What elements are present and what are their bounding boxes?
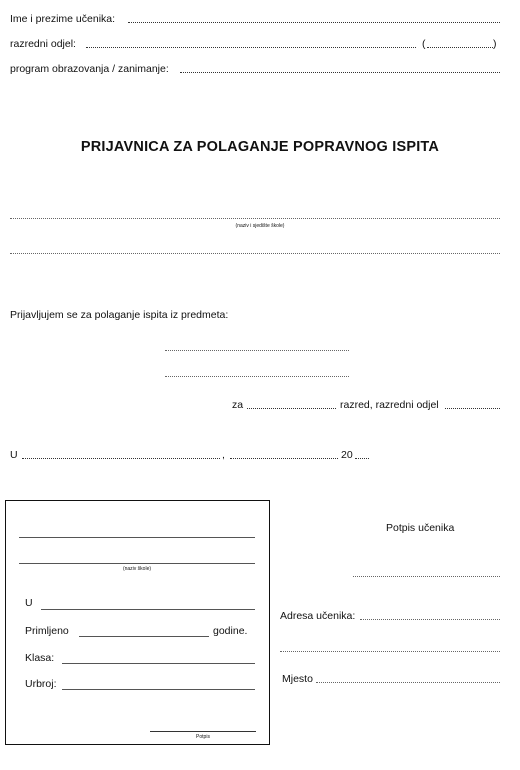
student-place-field[interactable]: [316, 682, 500, 683]
student-address-field-2[interactable]: [280, 651, 500, 652]
receipt-signature-field[interactable]: [150, 731, 256, 732]
grade-field[interactable]: [247, 408, 336, 409]
year-prefix: 20: [341, 449, 353, 461]
form-title: PRIJAVNICA ZA POLAGANJE POPRAVNOG ISPITA: [80, 139, 440, 155]
program-label: program obrazovanja / zanimanje:: [10, 63, 169, 75]
class-paren-close: ): [493, 38, 497, 50]
receipt-u-label: U: [25, 597, 33, 609]
year-field[interactable]: [355, 458, 369, 459]
za-label: za: [232, 399, 244, 411]
razred-label: razred, razredni odjel: [340, 399, 439, 411]
class-section-field[interactable]: [445, 408, 500, 409]
receipt-place-field[interactable]: [41, 609, 255, 610]
student-place-label: Mjesto: [282, 673, 313, 685]
place-field[interactable]: [22, 458, 220, 459]
class-label: razredni odjel:: [10, 38, 76, 50]
godine-label: godine.: [213, 625, 248, 637]
student-address-field-1[interactable]: [360, 619, 500, 620]
receipt-signature-label: Potpis: [196, 734, 210, 740]
received-label: Primljeno: [25, 625, 69, 637]
school-name-caption: (naziv i sjedište škole): [235, 223, 285, 229]
class-paren-field[interactable]: [427, 47, 493, 48]
klasa-label: Klasa:: [25, 652, 55, 664]
school-address-field[interactable]: [10, 253, 500, 254]
class-field[interactable]: [86, 47, 416, 48]
klasa-field[interactable]: [62, 663, 255, 664]
place-comma: ,: [222, 449, 225, 461]
date-field[interactable]: [230, 458, 338, 459]
receipt-school-caption: (naziv škole): [122, 566, 152, 572]
student-address-label: Adresa učenika:: [280, 610, 356, 622]
receipt-school-line-2[interactable]: [19, 563, 255, 564]
place-u-label: U: [10, 449, 18, 461]
received-date-field[interactable]: [79, 636, 209, 637]
subject-field-2[interactable]: [165, 376, 349, 377]
student-name-field[interactable]: [128, 22, 500, 23]
student-name-label: Ime i prezime učenika:: [10, 13, 116, 25]
urbroj-label: Urbroj:: [25, 678, 57, 690]
student-signature-label: Potpis učenika: [386, 522, 455, 534]
subject-field-1[interactable]: [165, 350, 349, 351]
program-field[interactable]: [180, 72, 500, 73]
subjects-intro: Prijavljujem se za polaganje ispita iz predmeta:: [10, 309, 229, 321]
student-signature-field[interactable]: [353, 576, 500, 577]
receipt-school-line-1[interactable]: [19, 537, 255, 538]
urbroj-field[interactable]: [62, 689, 255, 690]
school-name-field[interactable]: [10, 218, 500, 219]
class-paren-open: (: [422, 38, 426, 50]
